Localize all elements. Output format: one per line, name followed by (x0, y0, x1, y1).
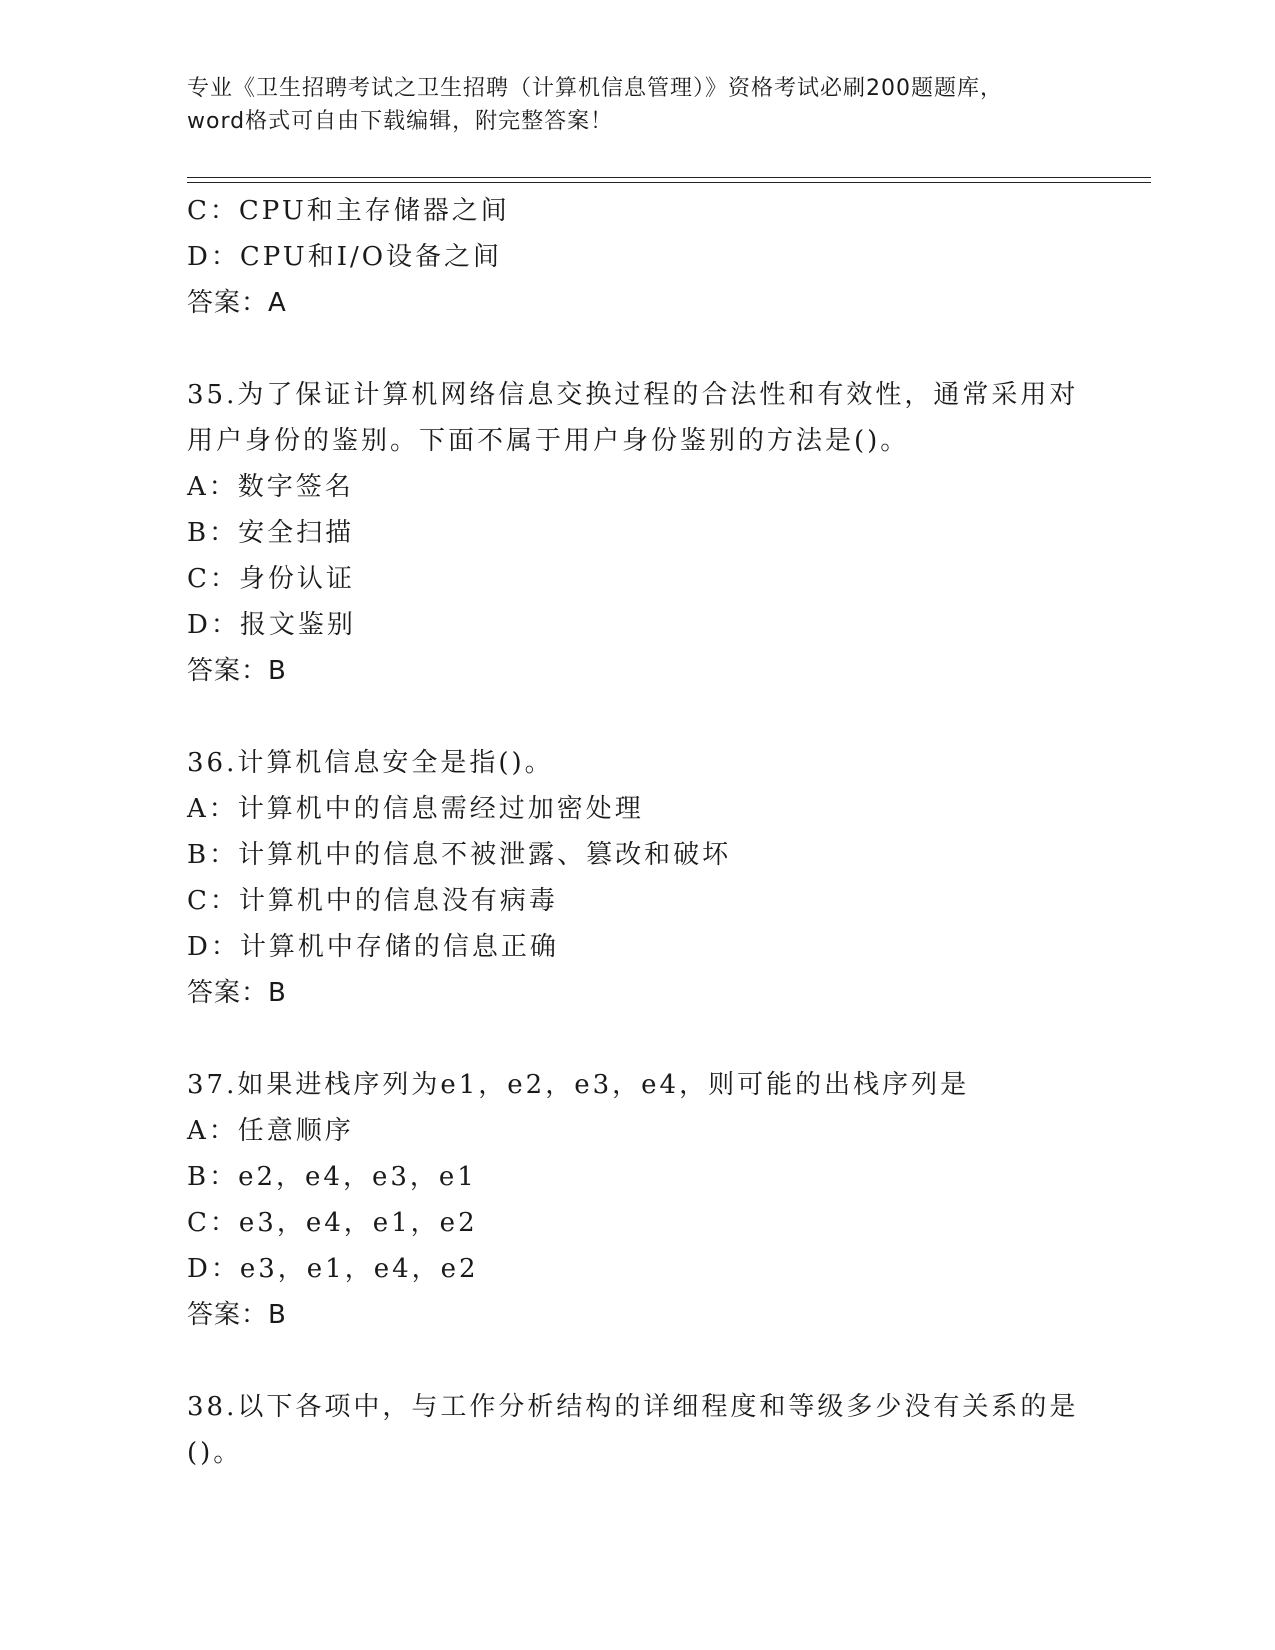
spacer (187, 1338, 1087, 1384)
question-list (187, 188, 1087, 1476)
question-stem: 38.以下各项中，与工作分析结构的详细程度和等级多少没有关系的是 (187, 1392, 1079, 1422)
answer-label: 答案：A (187, 288, 287, 318)
question-36 (187, 740, 1087, 1016)
option-c: C：CPU和主存储器之间 (187, 196, 510, 226)
option-a: A：计算机中的信息需经过加密处理 (187, 794, 644, 824)
option-c: C：计算机中的信息没有病毒 (187, 886, 558, 916)
question-34-continued (187, 188, 1087, 326)
option-d: D：CPU和I/O设备之间 (187, 242, 503, 272)
option-d: D：e3，e1，e4，e2 (187, 1254, 479, 1284)
question-stem: ()。 (187, 1438, 243, 1468)
option-a: A：数字签名 (187, 472, 354, 502)
answer-label: 答案：B (187, 656, 287, 686)
option-c: C：e3，e4，e1，e2 (187, 1208, 478, 1238)
question-stem: 36.计算机信息安全是指()。 (187, 748, 554, 778)
option-b: B：e2，e4，e3，e1 (187, 1162, 477, 1192)
option-b: B：安全扫描 (187, 518, 355, 548)
header-divider-top (187, 177, 1151, 178)
header-divider-bottom (187, 182, 1151, 183)
option-d: D：计算机中存储的信息正确 (187, 932, 559, 962)
question-stem: 用户身份的鉴别。下面不属于用户身份鉴别的方法是()。 (187, 426, 910, 456)
option-c: C：身份认证 (187, 564, 355, 594)
option-a: A：任意顺序 (187, 1116, 354, 1146)
spacer (187, 694, 1087, 740)
spacer (187, 1016, 1087, 1062)
question-stem: 37.如果进栈序列为e1，e2，e3，e4，则可能的出栈序列是 (187, 1070, 970, 1100)
question-37 (187, 1062, 1087, 1338)
option-d: D：报文鉴别 (187, 610, 356, 640)
question-35 (187, 372, 1087, 694)
question-38 (187, 1384, 1087, 1476)
header-line-1: 专业《卫生招聘考试之卫生招聘（计算机信息管理）》资格考试必刷200题题库， (187, 76, 1003, 101)
question-stem: 35.为了保证计算机网络信息交换过程的合法性和有效性，通常采用对 (187, 380, 1079, 410)
spacer (187, 326, 1087, 372)
document-header (187, 72, 1087, 138)
answer-label: 答案：B (187, 978, 287, 1008)
option-b: B：计算机中的信息不被泄露、篡改和破坏 (187, 840, 732, 870)
answer-label: 答案：B (187, 1300, 287, 1330)
header-line-2: word格式可自由下载编辑，附完整答案！ (187, 109, 614, 134)
